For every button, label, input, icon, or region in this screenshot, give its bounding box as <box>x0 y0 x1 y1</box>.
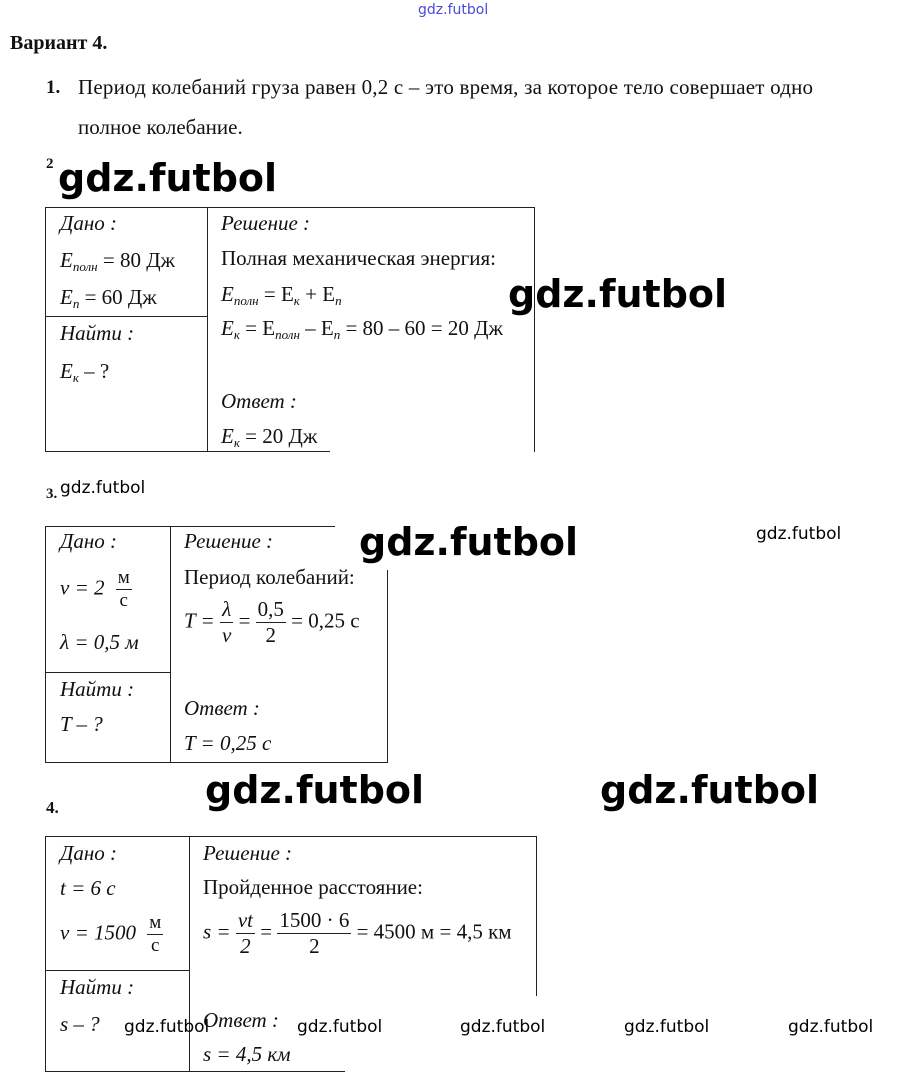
watermark: gdz.futbol <box>60 478 146 498</box>
task3-given-1: v = 2 $\frac{м}{с}$ <box>60 567 130 611</box>
task4-equation: s = $\frac{vt}{2}$ = $\frac{1500 \cdot 6}{2}$ = 4500 м = 4,5 км <box>203 908 512 958</box>
task4-answer: s = 4,5 км <box>203 1042 291 1066</box>
task2-given-2: $E_п = 60$ Дж <box>60 285 157 311</box>
task3-find-label: Найти : <box>60 677 135 701</box>
task3-number: 3. <box>46 486 58 502</box>
page-title: Вариант 4. <box>10 32 108 54</box>
watermark: gdz.futbol <box>205 768 425 812</box>
task2-answer-label: Ответ : <box>221 389 297 413</box>
task2-number: 2 <box>46 156 54 172</box>
task1-line2: полное колебание. <box>78 115 243 139</box>
task2-given-label: Дано : <box>60 211 118 235</box>
task4-given-label: Дано : <box>60 841 118 865</box>
watermark: gdz.futbol <box>359 520 579 564</box>
task3-solution-label: Решение : <box>184 529 274 553</box>
task2-find-label: Найти : <box>60 321 135 345</box>
task4-given-2: v = 1500 $\frac{м}{с}$ <box>60 912 162 956</box>
task2-given-1: $E_{полн} = 80$ Дж <box>60 248 176 274</box>
task2-eq1: $E_{полн} = E_к + E_п$ <box>221 282 342 308</box>
watermark: gdz.futbol <box>460 1017 546 1037</box>
watermark: gdz.futbol <box>508 272 728 316</box>
watermark: gdz.futbol <box>297 1017 383 1037</box>
watermark: gdz.futbol <box>124 1017 210 1037</box>
task3-answer: T = 0,25 с <box>184 731 272 755</box>
watermark: gdz.futbol <box>756 524 842 544</box>
task2-answer: $E_к = 20$ Дж <box>221 424 318 450</box>
task3-equation: T = $\frac{\lambda}{v}$ = $\frac{0,5}{2}$ = 0,25 с <box>184 597 360 647</box>
task3-solution-text: Период колебаний: <box>184 565 355 589</box>
task3-given-2: λ = 0,5 м <box>60 630 139 654</box>
task4-solution-text: Пройденное расстояние: <box>203 875 423 899</box>
task4-find-label: Найти : <box>60 975 135 999</box>
watermark: gdz.futbol <box>58 156 278 200</box>
task4-answer-label: Ответ : <box>203 1008 279 1032</box>
watermark: gdz.futbol <box>600 768 820 812</box>
task3-find: T – ? <box>60 712 103 736</box>
task4-find: s – ? <box>60 1012 100 1036</box>
task4-number: 4. <box>46 798 59 817</box>
task2-solution-text: Полная механическая энергия: <box>221 246 496 270</box>
watermark-top: gdz.futbol <box>418 2 489 18</box>
task1-number: 1. <box>46 77 61 98</box>
task2-solution-label: Решение : <box>221 211 311 235</box>
task4-solution-label: Решение : <box>203 841 293 865</box>
watermark: gdz.futbol <box>788 1017 874 1037</box>
task3-answer-label: Ответ : <box>184 696 260 720</box>
task2-eq2: $E_к = E_{полн} - E_п = 80 - 60 = 20$ Дж <box>221 316 503 342</box>
task1-line1: Период колебаний груза равен 0,2 с – это время, за которое тело совершает одно <box>78 75 814 99</box>
task4-given-1: t = 6 с <box>60 876 116 900</box>
task2-find: $E_к$ – ? <box>60 359 110 385</box>
watermark: gdz.futbol <box>624 1017 710 1037</box>
task3-given-label: Дано : <box>60 529 118 553</box>
